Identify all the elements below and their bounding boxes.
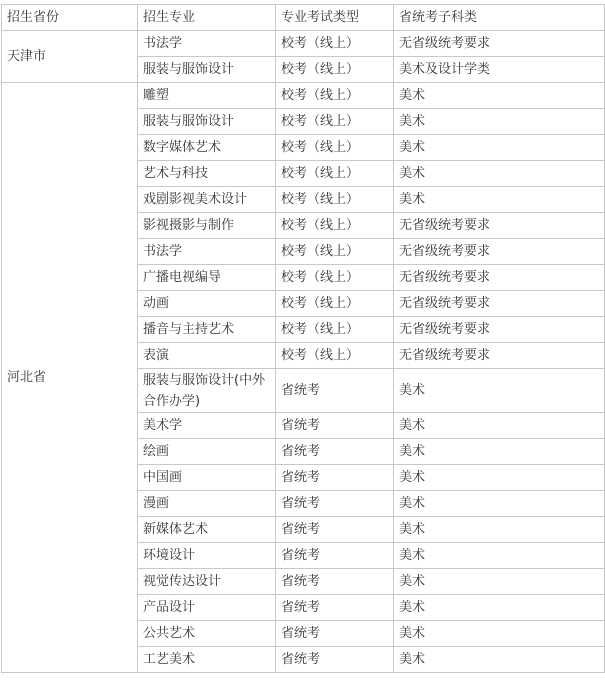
subcategory-cell: 美术 bbox=[394, 83, 605, 109]
subcategory-cell: 美术 bbox=[394, 439, 605, 465]
exam-type-cell: 校考（线上） bbox=[276, 161, 394, 187]
exam-type-cell: 省统考 bbox=[276, 413, 394, 439]
table-row bbox=[2, 31, 605, 57]
subcategory-cell: 无省级统考要求 bbox=[394, 265, 605, 291]
major-cell: 数字媒体艺术 bbox=[138, 135, 276, 161]
major-cell: 中国画 bbox=[138, 465, 276, 491]
subcategory-cell: 美术 bbox=[394, 135, 605, 161]
header-exam-type: 专业考试类型 bbox=[276, 5, 394, 31]
subcategory-cell: 美术 bbox=[394, 621, 605, 647]
subcategory-cell: 美术 bbox=[394, 517, 605, 543]
subcategory-cell: 无省级统考要求 bbox=[394, 31, 605, 57]
exam-type-cell: 省统考 bbox=[276, 621, 394, 647]
major-cell: 动画 bbox=[138, 291, 276, 317]
subcategory-cell: 美术 bbox=[394, 569, 605, 595]
subcategory-cell: 美术 bbox=[394, 369, 605, 413]
subcategory-cell: 无省级统考要求 bbox=[394, 343, 605, 369]
major-cell: 影视摄影与制作 bbox=[138, 213, 276, 239]
subcategory-cell: 美术及设计学类 bbox=[394, 57, 605, 83]
exam-type-cell: 省统考 bbox=[276, 439, 394, 465]
major-cell: 绘画 bbox=[138, 439, 276, 465]
exam-type-cell: 校考（线上） bbox=[276, 213, 394, 239]
major-cell: 漫画 bbox=[138, 491, 276, 517]
province-cell: 天津市 bbox=[2, 31, 138, 83]
major-cell: 公共艺术 bbox=[138, 621, 276, 647]
major-cell: 视觉传达设计 bbox=[138, 569, 276, 595]
exam-type-cell: 校考（线上） bbox=[276, 239, 394, 265]
subcategory-cell: 无省级统考要求 bbox=[394, 239, 605, 265]
header-subcategory: 省统考子科类 bbox=[394, 5, 605, 31]
exam-type-cell: 省统考 bbox=[276, 517, 394, 543]
subcategory-cell: 美术 bbox=[394, 491, 605, 517]
province-cell: 河北省 bbox=[2, 83, 138, 673]
major-cell: 产品设计 bbox=[138, 595, 276, 621]
major-cell: 新媒体艺术 bbox=[138, 517, 276, 543]
subcategory-cell: 美术 bbox=[394, 543, 605, 569]
major-cell: 工艺美术 bbox=[138, 647, 276, 673]
subcategory-cell: 无省级统考要求 bbox=[394, 213, 605, 239]
exam-type-cell: 省统考 bbox=[276, 465, 394, 491]
exam-type-cell: 校考（线上） bbox=[276, 135, 394, 161]
exam-type-cell: 省统考 bbox=[276, 369, 394, 413]
major-cell: 书法学 bbox=[138, 239, 276, 265]
subcategory-cell: 美术 bbox=[394, 187, 605, 213]
exam-type-cell: 省统考 bbox=[276, 543, 394, 569]
major-cell: 书法学 bbox=[138, 31, 276, 57]
major-cell: 雕塑 bbox=[138, 83, 276, 109]
major-cell: 服装与服饰设计 bbox=[138, 109, 276, 135]
exam-type-cell: 校考（线上） bbox=[276, 109, 394, 135]
header-province: 招生省份 bbox=[2, 5, 138, 31]
major-cell: 服装与服饰设计 bbox=[138, 57, 276, 83]
major-cell: 美术学 bbox=[138, 413, 276, 439]
exam-type-cell: 省统考 bbox=[276, 491, 394, 517]
major-cell: 播音与主持艺术 bbox=[138, 317, 276, 343]
admissions-table bbox=[1, 4, 605, 673]
table-header-row bbox=[2, 5, 605, 31]
exam-type-cell: 省统考 bbox=[276, 647, 394, 673]
subcategory-cell: 美术 bbox=[394, 413, 605, 439]
exam-type-cell: 省统考 bbox=[276, 569, 394, 595]
table-row bbox=[2, 83, 605, 109]
exam-type-cell: 校考（线上） bbox=[276, 265, 394, 291]
major-cell: 环境设计 bbox=[138, 543, 276, 569]
subcategory-cell: 美术 bbox=[394, 595, 605, 621]
exam-type-cell: 校考（线上） bbox=[276, 83, 394, 109]
exam-type-cell: 校考（线上） bbox=[276, 31, 394, 57]
exam-type-cell: 校考（线上） bbox=[276, 57, 394, 83]
exam-type-cell: 校考（线上） bbox=[276, 187, 394, 213]
subcategory-cell: 美术 bbox=[394, 109, 605, 135]
subcategory-cell: 美术 bbox=[394, 161, 605, 187]
table-body bbox=[2, 31, 605, 673]
header-major: 招生专业 bbox=[138, 5, 276, 31]
subcategory-cell: 美术 bbox=[394, 647, 605, 673]
subcategory-cell: 美术 bbox=[394, 465, 605, 491]
subcategory-cell: 无省级统考要求 bbox=[394, 317, 605, 343]
exam-type-cell: 校考（线上） bbox=[276, 343, 394, 369]
subcategory-cell: 无省级统考要求 bbox=[394, 291, 605, 317]
major-cell: 戏剧影视美术设计 bbox=[138, 187, 276, 213]
major-cell: 广播电视编导 bbox=[138, 265, 276, 291]
exam-type-cell: 校考（线上） bbox=[276, 317, 394, 343]
major-cell: 服装与服饰设计(中外合作办学) bbox=[138, 369, 276, 413]
exam-type-cell: 校考（线上） bbox=[276, 291, 394, 317]
major-cell: 艺术与科技 bbox=[138, 161, 276, 187]
exam-type-cell: 省统考 bbox=[276, 595, 394, 621]
major-cell: 表演 bbox=[138, 343, 276, 369]
